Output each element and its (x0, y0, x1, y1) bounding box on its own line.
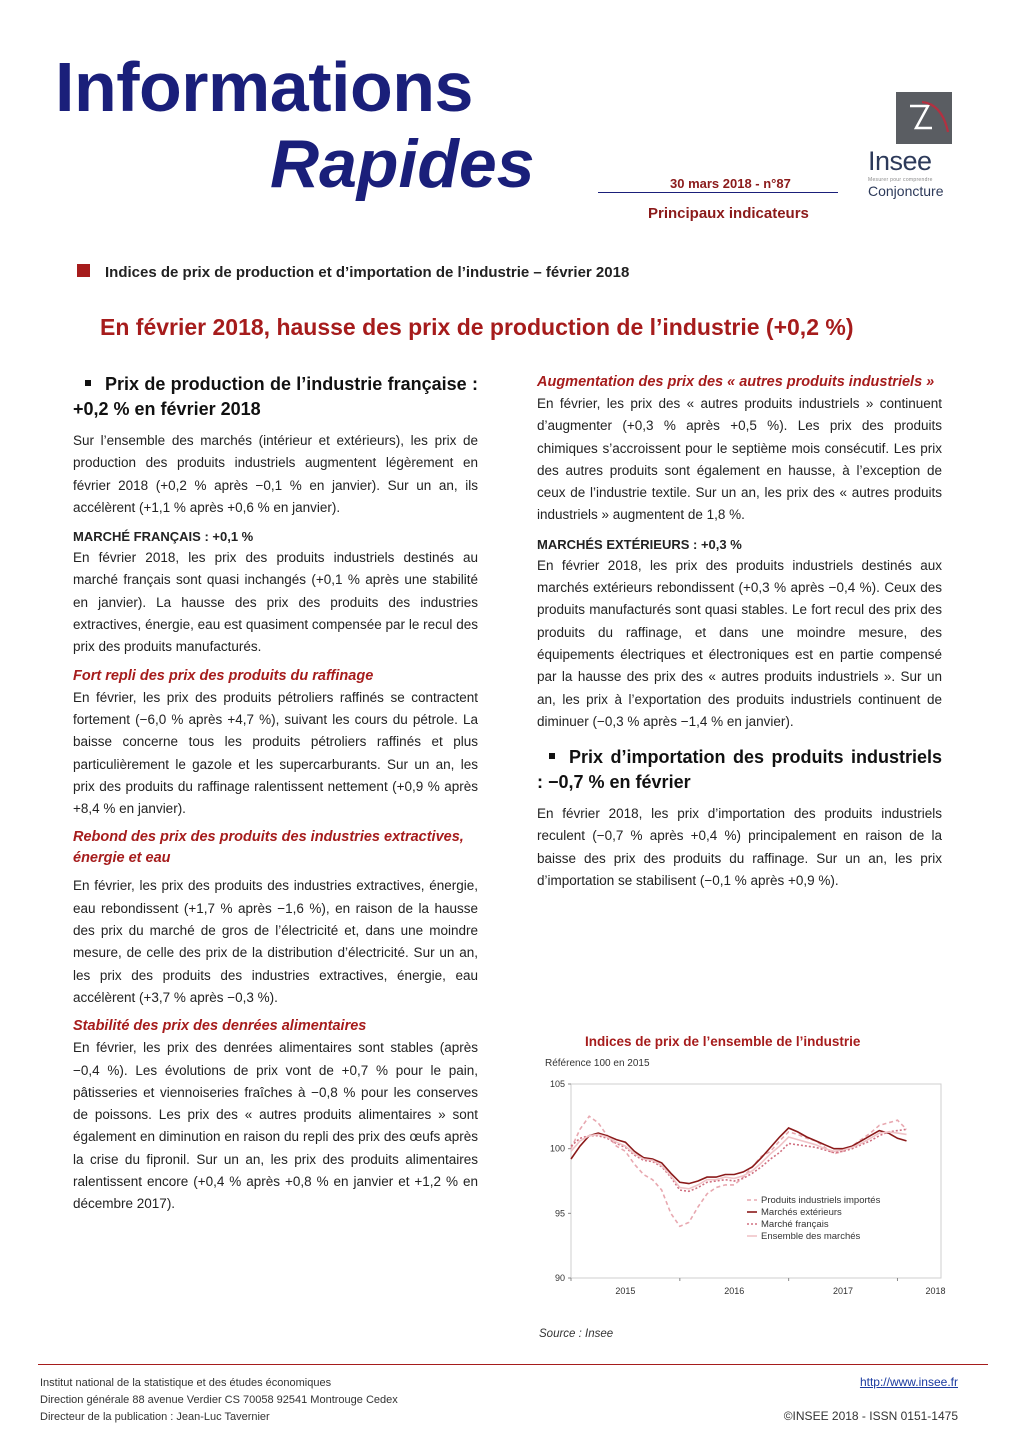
section-heading-text: Prix d’importation des produits industriels : −0,7 % en février (537, 747, 942, 793)
footer-line: Directeur de la publication : Jean-Luc Tavernier (40, 1411, 270, 1423)
footer-address (40, 1375, 398, 1426)
paragraph: En février, les prix des « autres produits industriels » continuent d’augmenter (+0,3 % après +0,5 %). Les prix des produits chimiques s’accroissent pour le septième mois consécutif. Les prix des autres produits sont également en hausse, à l’exception de ceux de l’industrie textile. Sur un an, les prix des « autres produits industriels » augmentent de 1,8 %. (537, 396, 942, 523)
price-index-chart (537, 1030, 957, 1350)
chart-subtitle: Référence 100 en 2015 (545, 1058, 650, 1069)
y-tick-label: 95 (554, 1208, 565, 1219)
footer-issn: ©INSEE 2018 - ISSN 0151-1475 (783, 1409, 958, 1423)
legend-label: Produits industriels importés (761, 1195, 881, 1206)
subheading-marches-exterieurs: MARCHÉS EXTÉRIEURS : +0,3 % (537, 536, 742, 552)
subheading-autres-produits: Augmentation des prix des « autres produits industriels » (537, 374, 935, 390)
subheading-alimentaires: Stabilité des prix des denrées alimentaires (73, 1018, 367, 1035)
insee-logo-tagline: Mesurer pour comprendre (868, 177, 933, 183)
masthead-title-rapides: Rapides (270, 126, 535, 202)
subheading-extractives: Rebond des prix des produits des industries extractives, énergie et eau (73, 829, 464, 867)
paragraph: En février 2018, les prix d’importation des produits industriels reculent (−0,7 % après +0,4 %) principalement en raison de la baisse des prix des produits du raffinage. Sur un an, les prix d’importation se stabilisent (−0,1 % après +0,9 %). (537, 806, 942, 889)
paragraph: En février, les prix des produits pétroliers raffinés se contractent fortement (−6,0 % après +4,7 %), suivant les cours du pétrole. La baisse concerne tous les produits pétroliers raffinés et plus particulièrement le gazole et les supercarburants. Sur un an, les prix des produits du raffinage ralentissent nettement (+0,9 % après +8,4 % en janvier). (73, 689, 478, 817)
category-label: Principaux indicateurs (648, 205, 809, 222)
insee-logo-word: Insee (868, 146, 932, 176)
chart-title: Indices de prix de l’ensemble de l’industrie (585, 1034, 861, 1049)
section-heading-text: Prix de production de l’industrie française : +0,2 % en février 2018 (73, 374, 478, 419)
footer-line: Institut national de la statistique et des études économiques (40, 1377, 332, 1389)
section-heading-importation (537, 745, 942, 795)
x-tick-label: 2017 (833, 1286, 854, 1296)
insee-logo (868, 92, 960, 199)
paragraph: En février, les prix des denrées alimentaires sont stables (après −0,4 %). Les évolutions de prix vont de +0,7 % pour le pain, pâtisseries et viennoiseries fraîches à −0,8 % pour les conserves de poissons. Les prix des « autres produits alimentaires » sont également en diminution en raison du repli des prix des œufs après la crise du fipronil. Sur un an, les prix des produits alimentaires ralentissent encore (+0,4 % après +0,8 % en janvier et +1,2 % en décembre 2017). (73, 1040, 478, 1212)
y-tick-label: 100 (549, 1143, 565, 1154)
footer-line: Direction générale 88 avenue Verdier CS 70058 92541 Montrouge Cedex (40, 1394, 398, 1406)
chart-source: Source : Insee (539, 1328, 614, 1340)
subheading-raffinage: Fort repli des prix des produits du raffinage (73, 667, 374, 684)
legend-label: Ensemble des marchés (761, 1231, 861, 1242)
insee-logo-subbrand: Conjoncture (868, 183, 944, 199)
masthead-title-informations: Informations (55, 48, 473, 126)
masthead-rule (598, 192, 838, 193)
section-heading-production (73, 372, 478, 422)
x-tick-label: 2018 (925, 1286, 946, 1296)
footer-rule (38, 1364, 988, 1365)
main-title: En février 2018, hausse des prix de production de l’industrie (+0,2 %) (100, 314, 854, 340)
paragraph: Sur l’ensemble des marchés (intérieur et extérieurs), les prix de production des produits industriels augmentent légèrement en février 2018 (+0,2 % après −0,1 % en janvier). Sur un an, ils accélèrent (+1,1 % après +0,6 % en janvier). (73, 433, 478, 515)
left-column (73, 372, 478, 1216)
series-line-2 (571, 1128, 907, 1184)
legend-label: Marchés extérieurs (761, 1207, 842, 1218)
x-tick-label: 2016 (724, 1286, 745, 1296)
legend-label: Marché français (761, 1219, 829, 1230)
chart-plot-frame (571, 1084, 941, 1278)
paragraph: En février, les prix des produits des industries extractives, énergie, eau rebondissent (+1,7 % après −1,6 %), en raison de la hausse des prix du marché de gros de l’électricité et, dans une moindre mesure, de celle des prix de la distribution d’électricité. Sur un an, les prix des produits des industries extractives, énergie, eau accélèrent (+3,7 % après −0,3 %). (73, 878, 478, 1005)
paragraph: En février 2018, les prix des produits industriels destinés au marché français sont quasi inchangés (+0,1 % après une stabilité en janvier). La hausse des prix des produits des industries extractives, énergie, eau est quasiment compensée par le recul des prix des produits manufacturés. (73, 550, 478, 655)
subtitle-square-icon (77, 264, 90, 277)
chart-svg (537, 1070, 957, 1310)
insee-logo-mark-icon (896, 92, 952, 144)
bullet-icon (85, 380, 91, 386)
y-tick-label: 105 (549, 1079, 565, 1089)
y-tick-label: 90 (554, 1273, 565, 1283)
bullet-icon (549, 753, 555, 759)
series-line-1 (571, 1116, 907, 1226)
subheading-marche-francais: MARCHÉ FRANÇAIS : +0,1 % (73, 529, 254, 545)
paragraph: En février 2018, les prix des produits industriels destinés aux marchés extérieurs rebondissent (+0,3 % après −0,4 %). Ceux des produits manufacturés sont quasi stables. Le fort recul des prix des produits du raffinage, et dans une moindre mesure, des équipements électriques et électroniques est en partie compensé par la hausse des prix des « autres produits industriels ». Sur un an, les prix à l’exportation des produits industriels continuent de diminuer (−0,3 % après −1,4 % en janvier). (537, 557, 942, 729)
footer-url-link[interactable]: http://www.insee.fr (859, 1375, 958, 1389)
subtitle: Indices de prix de production et d’importation de l’industrie – février 2018 (105, 264, 630, 281)
right-column (537, 372, 942, 892)
x-tick-label: 2015 (615, 1286, 636, 1296)
issue-date: 30 mars 2018 - n°87 (670, 176, 791, 191)
